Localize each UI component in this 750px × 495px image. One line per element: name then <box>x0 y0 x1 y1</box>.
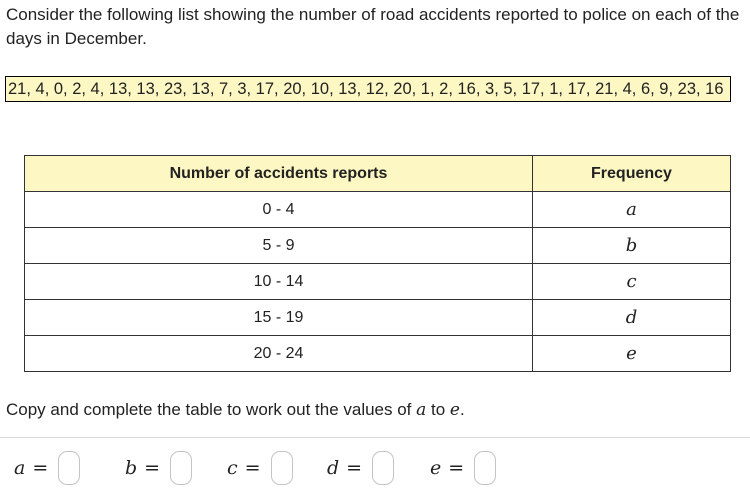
instruction-suffix: . <box>459 400 465 419</box>
table-row <box>25 336 731 372</box>
answer-b-input[interactable] <box>170 451 192 485</box>
range-cell: 5 - 9 <box>25 228 533 264</box>
table-row <box>25 300 731 336</box>
range-cell: 15 - 19 <box>25 300 533 336</box>
answer-a-input[interactable] <box>58 451 80 485</box>
answer-d <box>327 446 394 490</box>
answer-a-label: a <box>14 457 26 479</box>
frequency-table <box>24 155 731 372</box>
equals-sign: = <box>346 457 363 479</box>
equals-sign: = <box>448 457 465 479</box>
answer-e <box>430 446 496 490</box>
range-cell: 10 - 14 <box>25 264 533 300</box>
instruction-var-start: a <box>416 400 427 420</box>
instruction-var-end: e <box>449 400 460 420</box>
frequency-cell: d <box>533 300 731 336</box>
answer-b-label: b <box>125 457 138 479</box>
divider <box>0 437 750 438</box>
answer-a <box>14 446 80 490</box>
instruction-middle: to <box>426 400 450 419</box>
range-cell: 20 - 24 <box>25 336 533 372</box>
frequency-cell: e <box>533 336 731 372</box>
header-accident-reports: Number of accidents reports <box>25 156 533 192</box>
equals-sign: = <box>244 457 261 479</box>
answer-d-input[interactable] <box>372 451 394 485</box>
frequency-cell: c <box>533 264 731 300</box>
table-row <box>25 228 731 264</box>
answer-c-label: c <box>227 457 238 479</box>
answer-b <box>125 446 192 490</box>
accident-data-list: 21, 4, 0, 2, 4, 13, 13, 23, 13, 7, 3, 17, 20, 10, 13, 12, 20, 1, 2, 16, 3, 5, 17, 1, 17, 21, 4, 6, 9, 23, 16 <box>5 76 731 102</box>
answer-e-input[interactable] <box>474 451 496 485</box>
question-intro: Consider the following list showing the number of road accidents reported to police on each of the days in December. <box>6 5 740 48</box>
table-row <box>25 264 731 300</box>
instruction-prefix: Copy and complete the table to work out the values of <box>6 400 417 419</box>
frequency-cell: a <box>533 192 731 228</box>
answer-d-label: d <box>327 457 340 479</box>
frequency-cell: b <box>533 228 731 264</box>
equals-sign: = <box>32 457 49 479</box>
answer-c-input[interactable] <box>271 451 293 485</box>
answer-row <box>0 446 750 490</box>
table-row <box>25 192 731 228</box>
equals-sign: = <box>144 457 161 479</box>
answer-c <box>227 446 293 490</box>
answer-e-label: e <box>430 457 442 479</box>
header-frequency: Frequency <box>533 156 731 192</box>
range-cell: 0 - 4 <box>25 192 533 228</box>
table-header-row <box>25 156 731 192</box>
instruction-text <box>6 398 465 422</box>
